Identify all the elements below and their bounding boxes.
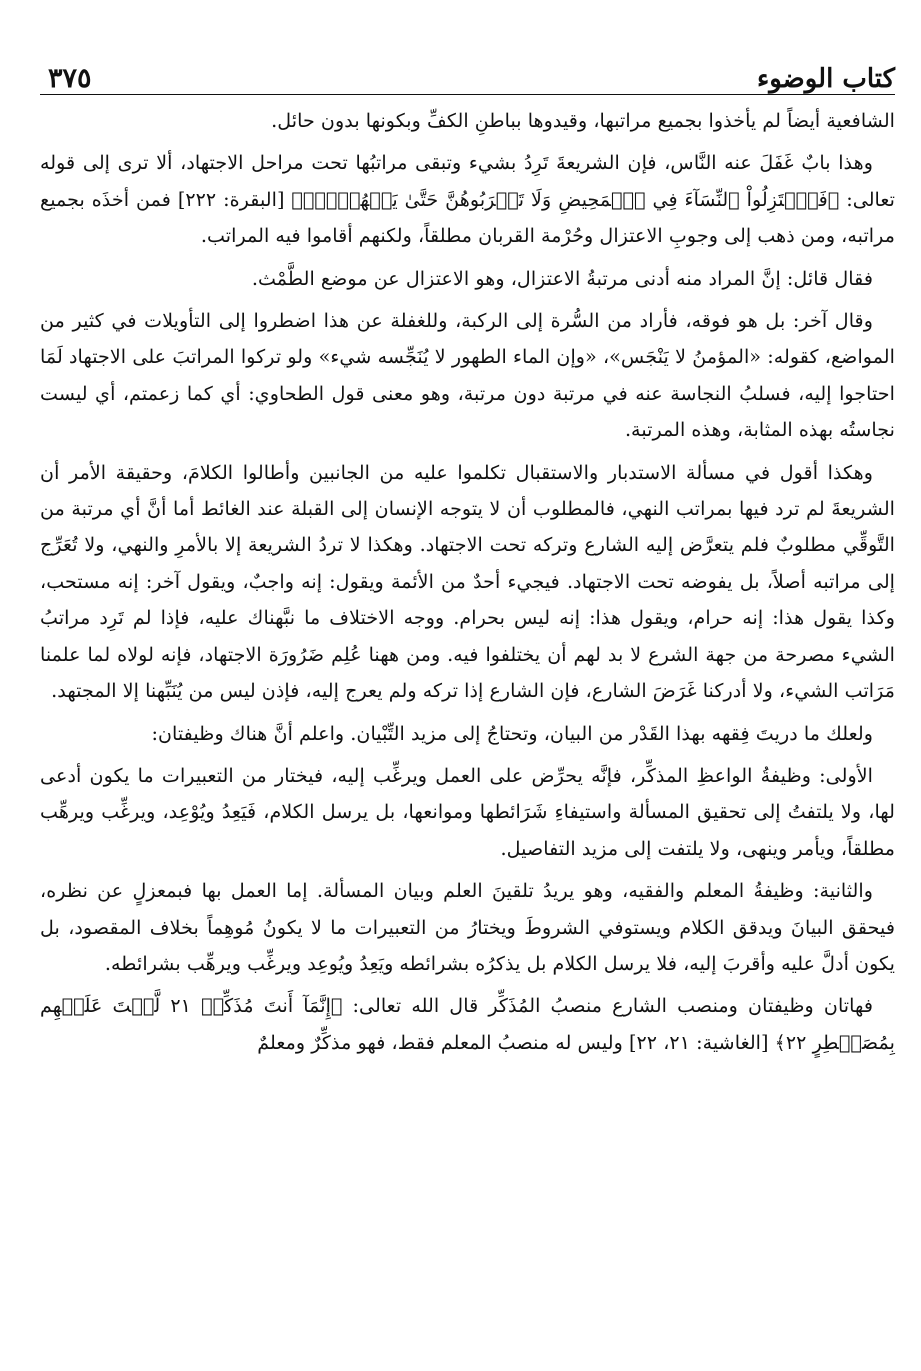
paragraph: وهكذا أقول في مسألة الاستدبار والاستقبال تكلموا عليه من الجانبين وأطالوا الكلامَ، وحقيقة الأمر أن الشريعةَ لم ترد فيها بمراتب النهي، فالمطلوب أن لا يتوجه الإنسان إلى القبلة عند الغائط أما أنَّ أي مرتبة من التَّوقِّي مطلوبٌ فلم يتعرَّض إليه الشارع وتركه تحت الاجتهاد. وهكذا لا تردُ الشريعة إلا بالأمرِ والنهي، ولا تُعَرِّج إلى مراتبه أصلاً، بل يفوضه تحت الاجتهاد. فيجيء أحدٌ من الأئمة ويقول: إنه واجبٌ، ويقول آخر: إنه مستحب، وكذا يقول هذا: إنه حرام، ويقول هذا: إنه ليس بحرام. ووجه الاختلاف ما نبَّهناك عليه، فإذا لم تَرِد مراتبُ الشيء مصرحة من جهة الشرع لا بد لهم أن يختلفوا فيه. ومن ههنا عُلِم ضَرُورَة الاجتهاد، فإنه لولاه لما علمنا مَرَاتب الشيء، ولا أدركنا غَرَضَ الشارع، فإن الشارع إذا تركه ولم يعرج إليه، فإذن ليس من يُنَبِّهنا إلا المجتهد. bbox=[40, 460, 895, 703]
paragraph: فقال قائل: إنَّ المراد منه أدنى مرتبةُ الاعتزال، وهو الاعتزال عن موضع الطَّمْث. bbox=[251, 266, 873, 290]
running-title: كتاب الوضوء bbox=[757, 64, 895, 94]
paragraph: الأولى: وظيفةُ الواعظِ المذكِّر، فإنَّه يحرِّض على العمل ويرغِّب إليه، فيختار من التعبيرات ما يكون أدعى لها، ولا يلتفتُ إلى تحقيق المسألة واستيفاءِ شَرَائطها وموانعها، بل يرسل الكلام، فَيَعِدُ ويُوْعِد، ويرغِّب ويرهِّب مطلقاً، ويأمر وينهى، ولا يلتفت إلى مزيد التفاصيل. bbox=[40, 763, 895, 860]
paragraph: والثانية: وظيفةُ المعلم والفقيه، وهو يريدُ تلقينَ العلم وبيان المسألة. إما العمل بها فبمعزلٍ عن نظره، فيحقق البيانَ ويدقق الكلام ويستوفي الشروطَ ويختارُ من التعبيرات ما لا يكونُ مُوهِماً بخلاف المقصود، بل يكون أدلَّ عليه وأقربَ إليه، فلا يرسل الكلام بل يذكرُه بشرائطه ويَعِدُ ويُوعِد ويرغِّب ويرهِّب بشرائطه. bbox=[40, 879, 895, 975]
page-number: ٣٧٥ bbox=[48, 63, 92, 94]
paragraph: الشافعية أيضاً لم يأخذوا بجميع مراتبها، وقيدوها بباطنِ الكفِّ وبكونها بدون حائل. bbox=[271, 109, 895, 132]
running-header bbox=[40, 44, 895, 95]
paragraph: وقال آخر: بل هو فوقه، فأراد من السُّرة إلى الركبة، وللغفلة عن هذا اضطروا إلى التأويلات في كثير من المواضع، كقوله: «المؤمنُ لا يَنْجَس»، «وإن الماء الطهور لا يُنَجِّسه شيء» ولو تركوا المراتبَ على الاجتهاد لَمَا احتاجوا إليه، فسلبُ النجاسة عنه في مرتبة دون مرتبة، وهو معنى قول الطحاوي: أي كما زعمتم، أي ليست نجاستُه بهذه المثابة، وهذه المرتبة. bbox=[40, 309, 895, 442]
body-text bbox=[40, 103, 895, 1061]
paragraph: ولعلك ما دريتَ فِقهه بهذا القَدْر من البيان، وتحتاجُ إلى مزيد التِّبْيان. واعلم أنَّ هناك وظيفتان: bbox=[151, 721, 873, 745]
paragraph: فهاتان وظيفتان ومنصب الشارع منصبُ المُذَكِّر قال الله تعالى: ﴿إِنَّمَآ أَنتَ مُذَكِّرٞ ٢١ لَّسۡتَ عَلَيۡهِم بِمُصَيۡطِرٍ ٢٢﴾ [الغاشية: ٢١، ٢٢] وليس له منصبُ المعلم فقط، فهو مذكِّرٌ ومعلمٌ bbox=[40, 994, 895, 1054]
paragraph: وهذا بابٌ غَفَلَ عنه النَّاس، فإن الشريعةَ تَرِدُ بشيء وتبقى مراتبُها تحت مراحل الاجتهاد، ألا ترى إلى قوله تعالى: ﴿فَٱعۡتَزِلُواْ ٱلنِّسَآءَ فِي ٱلۡمَحِيضِ وَلَا تَقۡرَبُوهُنَّ حَتَّىٰ يَطۡهُرۡنَۖ﴾ [البقرة: ٢٢٢] فمن أخذَه بجميع مراتبه، ومن ذهب إلى وجوبِ الاعتزال وحُرْمة القربان مطلقاً، ولكنهم أقاموا فيه المراتب. bbox=[40, 151, 896, 248]
